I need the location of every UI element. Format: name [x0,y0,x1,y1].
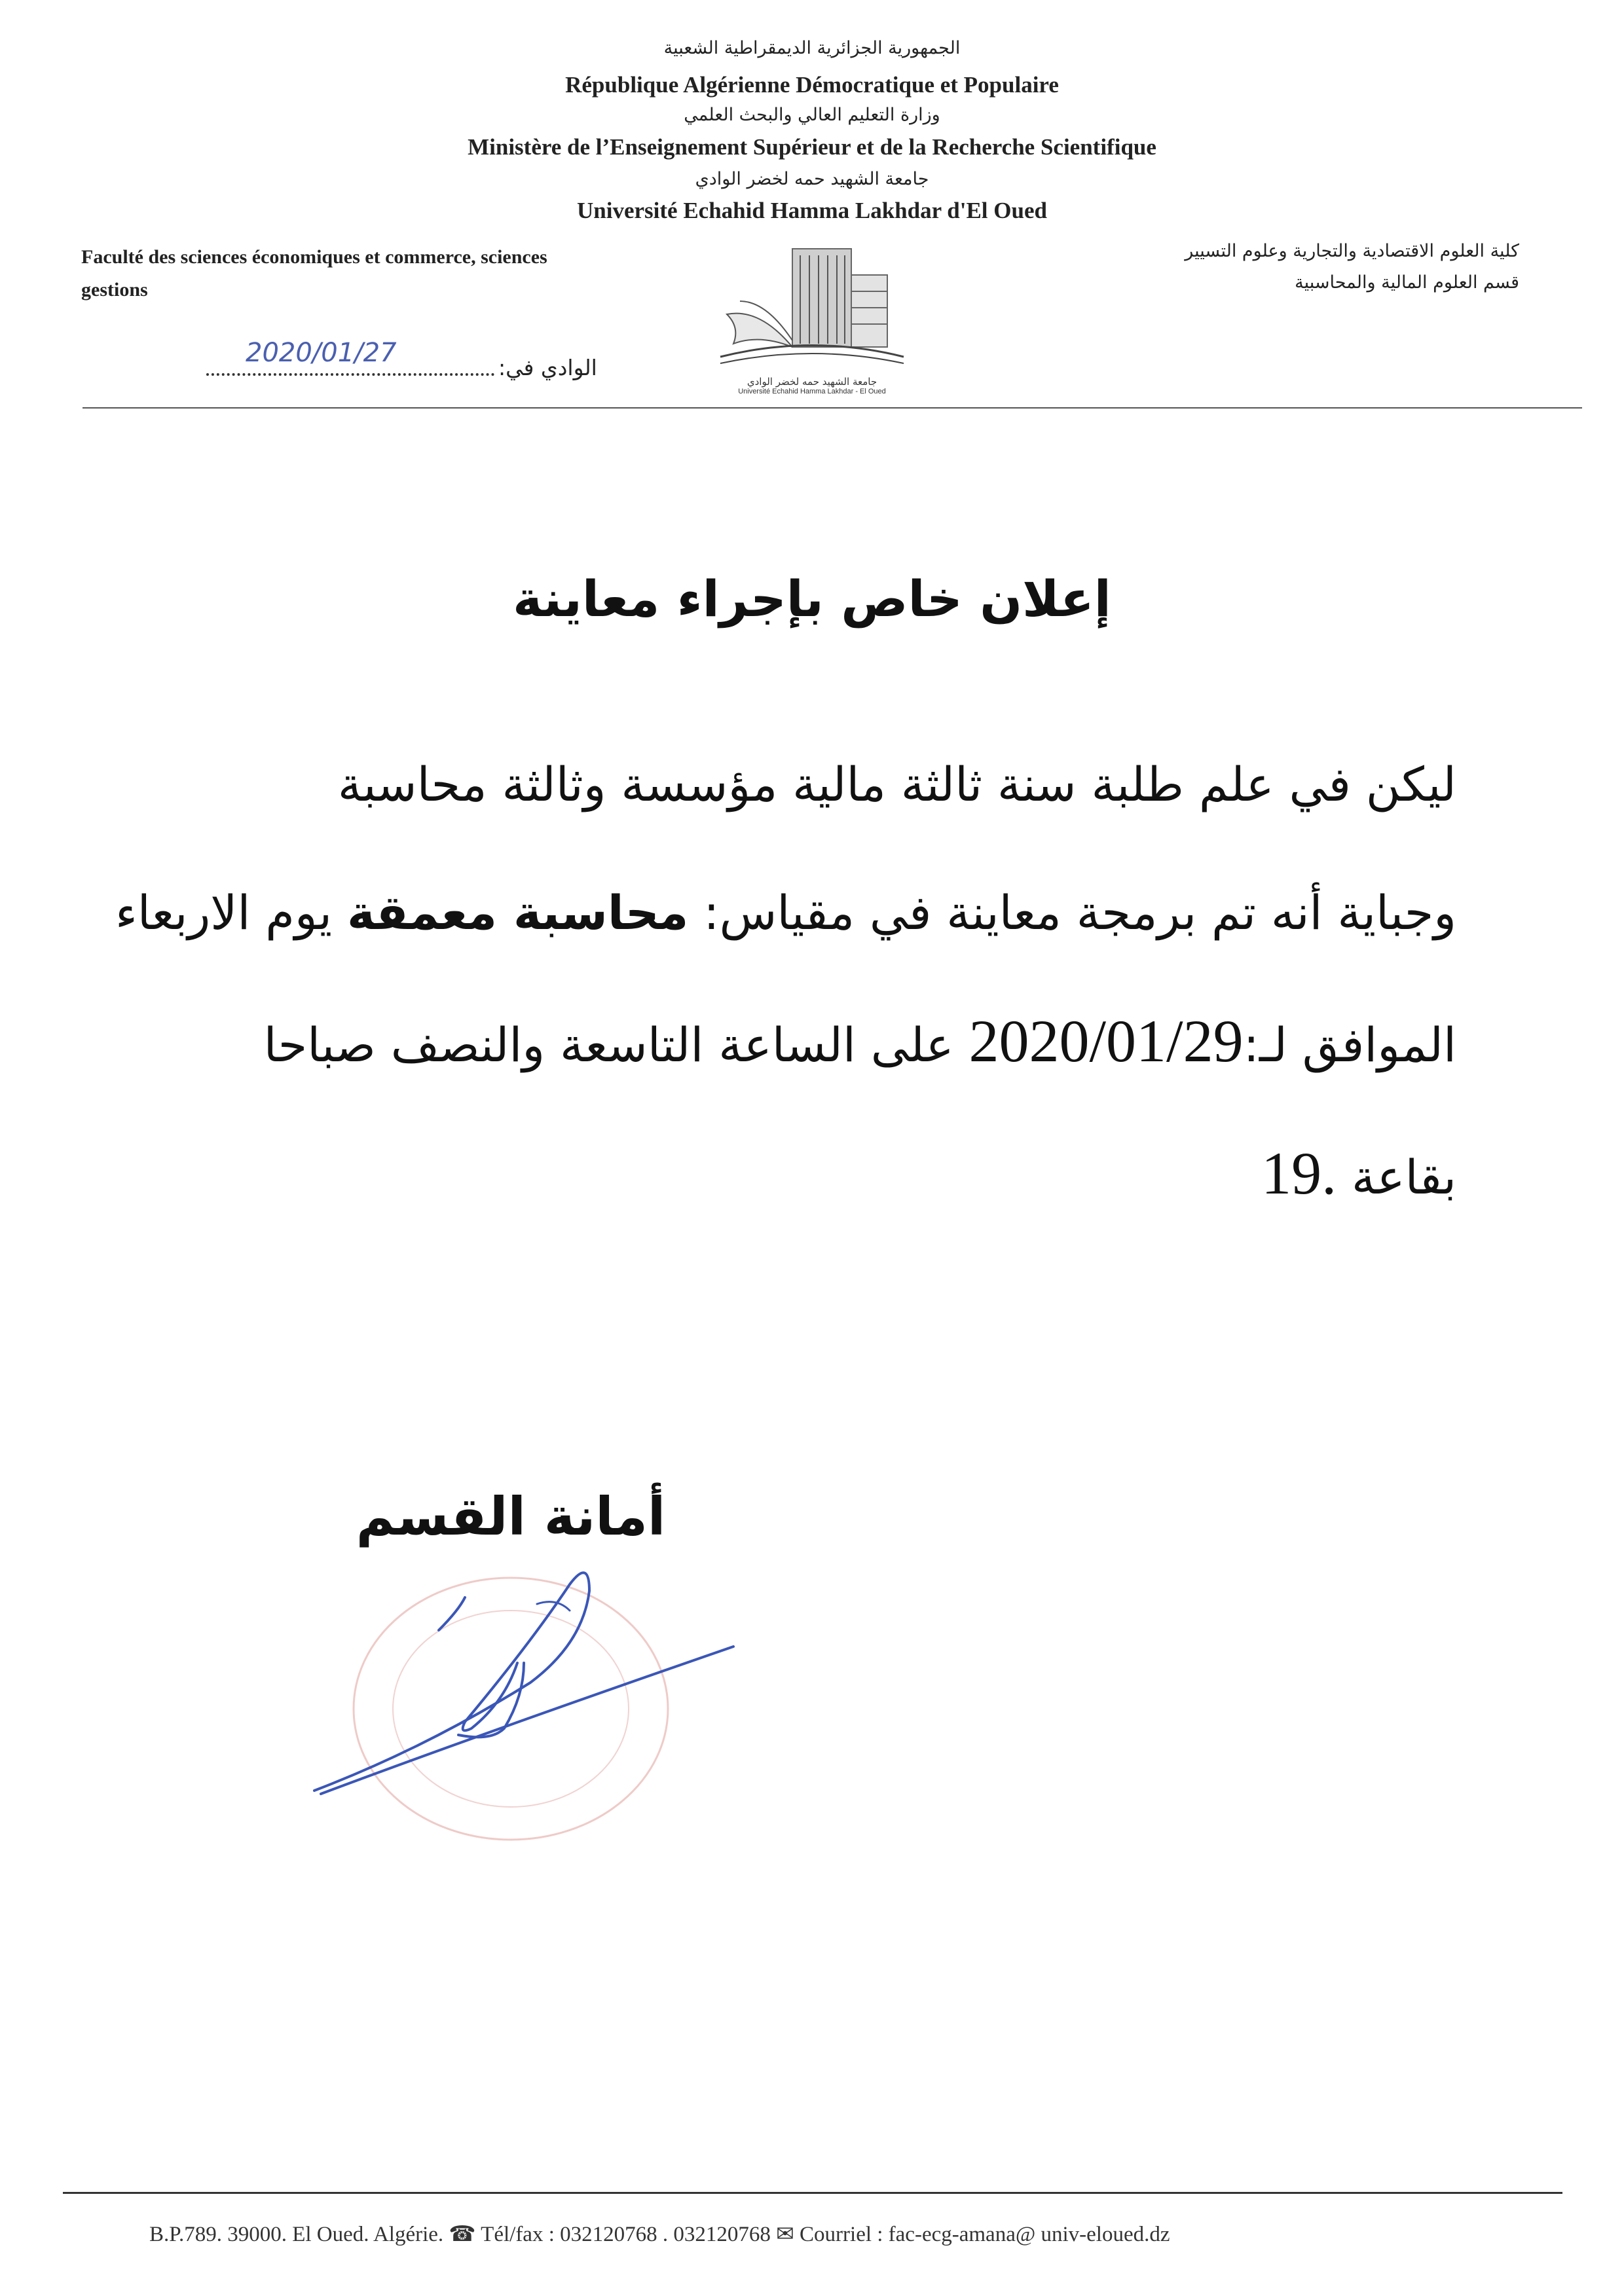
faculty-ar [930,236,1519,299]
header-republic-fr: République Algérienne Démocratique et Populaire [565,72,1059,98]
body-line-2-course: محاسبة معمقة [346,885,689,940]
date-label: الوادي في: [498,355,597,380]
footer-address: B.P.789. 39000. El Oued. Algérie. [149,2223,444,2246]
body-line-1 [81,720,1456,848]
body-line-4 [81,1109,1456,1241]
date-line [206,338,665,390]
body-line-4-a: بقاعة [1337,1150,1456,1205]
body-line-4-room: 19. [1261,1140,1337,1207]
faculty-ar-line1: كلية العلوم الاقتصادية والتجارية وعلوم التسيير [1185,241,1519,261]
logo-caption-ar: جامعة الشهيد حمه لخضر الوادي [747,376,877,388]
header-rule [83,407,1582,409]
date-handwritten: 2020/01/27 [246,338,397,368]
footer-phone: Tél/fax : 032120768 . 032120768 [481,2223,771,2246]
footer-email: Courriel : fac-ecg-amana@ univ-eloued.dz [800,2223,1170,2246]
body-line-2 [81,848,1456,977]
university-logo [714,236,910,399]
faculty-fr-line2: gestions [81,279,148,301]
body-line-1-text: ليكن في علم طلبة سنة ثالثة مالية مؤسسة وثالثة محاسبة [337,757,1456,812]
body-line-2-b: يوم الاربعاء [115,885,347,940]
body-line-3 [81,977,1456,1109]
announcement-body [81,720,1456,1241]
signature-icon [308,1532,753,1807]
body-line-2-a: وجباية أنه تم برمجة معاينة في مقياس: [688,885,1456,940]
body-line-3-a: الموافق لـ: [1243,1017,1456,1072]
signature-title: أمانة القسم [356,1486,666,1547]
body-line-3-b: على الساعة التاسعة والنصف صباحا [263,1017,969,1072]
header-ministry-fr: Ministère de l’Enseignement Supérieur et de la Recherche Scientifique [468,134,1156,160]
faculty-fr [81,241,736,306]
date-dots [206,373,494,376]
announcement-title: إعلان خاص بإجراء معاينة [513,570,1111,628]
header-ministry-ar: وزارة التعليم العالي والبحث العلمي [684,105,940,125]
body-line-3-date: 2020/01/29 [969,1008,1244,1074]
telephone-icon: ☎ [449,2223,476,2246]
envelope-icon: ✉ [776,2223,794,2246]
faculty-ar-line2: قسم العلوم المالية والمحاسبية [1295,272,1519,293]
faculty-fr-line1: Faculté des sciences économiques et commerce, sciences [81,246,547,268]
footer-rule [63,2192,1562,2194]
header-university-ar: جامعة الشهيد حمه لخضر الوادي [695,169,929,189]
logo-caption-fr: Université Echahid Hamma Lakhdar - El Oued [738,388,886,395]
header-university-fr: Université Echahid Hamma Lakhdar d'El Oued [577,198,1047,223]
header-republic-ar: الجمهورية الجزائرية الديمقراطية الشعبية [663,38,961,58]
footer [149,2221,1170,2247]
university-logo-icon [714,236,910,373]
